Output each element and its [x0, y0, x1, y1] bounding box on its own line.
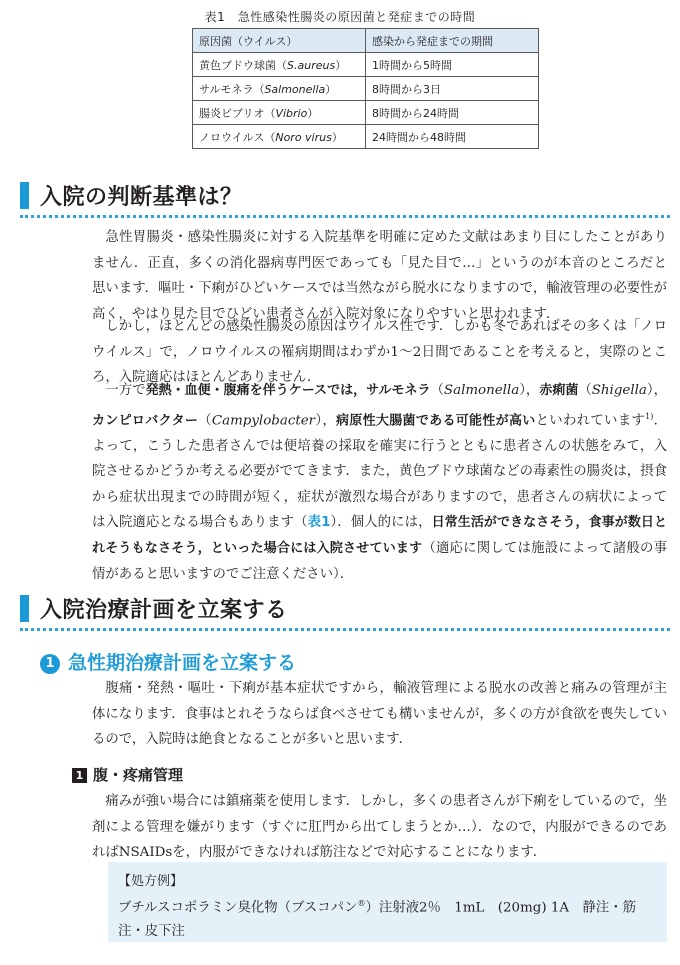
table-header-row	[193, 29, 539, 53]
heading-accent-bar	[20, 595, 29, 622]
circled-number-icon: 1	[40, 654, 60, 674]
paragraph: 腹痛・発熱・嘔吐・下痢が基本症状ですから，輸液管理による脱水の改善と痛みの管理が主体になります．食事はとれそうならば食べさせても構いませんが，多くの方が食欲を喪失しているので，入院時は絶食となることが多いと思います．	[92, 681, 667, 748]
dotted-divider	[20, 628, 670, 631]
table-row	[193, 101, 539, 125]
table-cell-onset: 8時間から3日	[366, 77, 539, 101]
table-cell-onset: 8時間から24時間	[366, 101, 539, 125]
table-reference-link[interactable]: 表1	[307, 515, 331, 531]
table-row	[193, 77, 539, 101]
table-cell-cause: サルモネラ（Salmonella）	[193, 77, 366, 101]
table-cell-cause: ノロウイルス（Noro virus）	[193, 125, 366, 149]
table-header-cause: 原因菌（ウイルス）	[193, 29, 366, 53]
table-cell-onset: 1時間から5時間	[366, 53, 539, 77]
prescription-body: ブチルスコポラミン臭化物（ブスコパン®）注射液2％ 1mL (20mg) 1A 静注・筋注・皮下注	[118, 899, 636, 940]
paragraph: 急性胃腸炎・感染性腸炎に対する入院基準を明確に定めた文献はあまり目にしたことがありません．正直，多くの消化器病専門医であっても「見た目で…」というのが本音のところだと思います．嘔吐・下痢がひどいケースでは当然ながら脱水になりますので，輸液管理の必要性が高く，やはり見た目でひどい患者さんが入院対象になりやすいと思われます．	[92, 230, 667, 322]
square-number-icon: 1	[72, 768, 87, 783]
section-title: 入院治療計画を立案する	[40, 598, 288, 623]
table-cell-cause: 黄色ブドウ球菌（S.aureus）	[193, 53, 366, 77]
paragraph: しかし，ほとんどの感染性腸炎の原因はウイルス性です．しかも冬であればその多くは「ノロウイルス」で，ノロウイルスの罹病期間はわずか1～2日間であることを考えると，実際のところ，入院適応はほとんどありません．	[92, 319, 667, 386]
section-title: 入院の判断基準は？	[40, 185, 243, 210]
table-cell-onset: 24時間から48時間	[366, 125, 539, 149]
item-heading: 1 腹・疼痛管理	[72, 764, 183, 785]
paragraph: 一方で発熱・血便・腹痛を伴うケースでは，サルモネラ（Salmonella），赤痢菌（Shigella），カンピロバクター（Campylobacter），病原性大腸菌である可能性が高いといわれています$^{1)}$．よって，こうした患者さんでは便培養の採取を確実に行うとともに患者さんの状態をみて，入院させるかどうか考える必要がでてきます．また，黄色ブドウ球菌などの毒素性の腸炎は，摂食から症状出現までの時間が短く，症状が激烈な場合がありますので，患者さんの病状によっては入院適応となる場合もあります（表1）．個人的には，日常生活ができなさそう，食事が数日とれそうもなさそう，といった場合には入院させています（適応に関しては施設によって諸般の事情があると思いますのでご注意ください）．	[92, 383, 668, 582]
table-header-onset: 感染から発症までの期間	[366, 29, 539, 53]
prescription-example-box	[108, 862, 667, 942]
cause-onset-table	[192, 28, 539, 149]
table-row	[193, 53, 539, 77]
table-cell-cause: 腸炎ビブリオ（Vibrio）	[193, 101, 366, 125]
prescription-title: 【処方例】	[118, 874, 184, 889]
heading-accent-bar	[20, 182, 29, 209]
table-caption: 表1 急性感染性腸炎の原因菌と発症までの時間	[204, 10, 476, 24]
subsection-heading: 1 急性期治療計画を立案する	[40, 648, 296, 675]
table-row	[193, 125, 539, 149]
paragraph: 痛みが強い場合には鎮痛薬を使用します．しかし，多くの患者さんが下痢をしているので，坐剤による管理を嫌がります（すぐに肛門から出てしまうとか…）．なので，内服ができるのであればNSAIDsを，内服ができなければ筋注などで対応することになります．	[92, 794, 667, 861]
dotted-divider	[20, 215, 670, 218]
